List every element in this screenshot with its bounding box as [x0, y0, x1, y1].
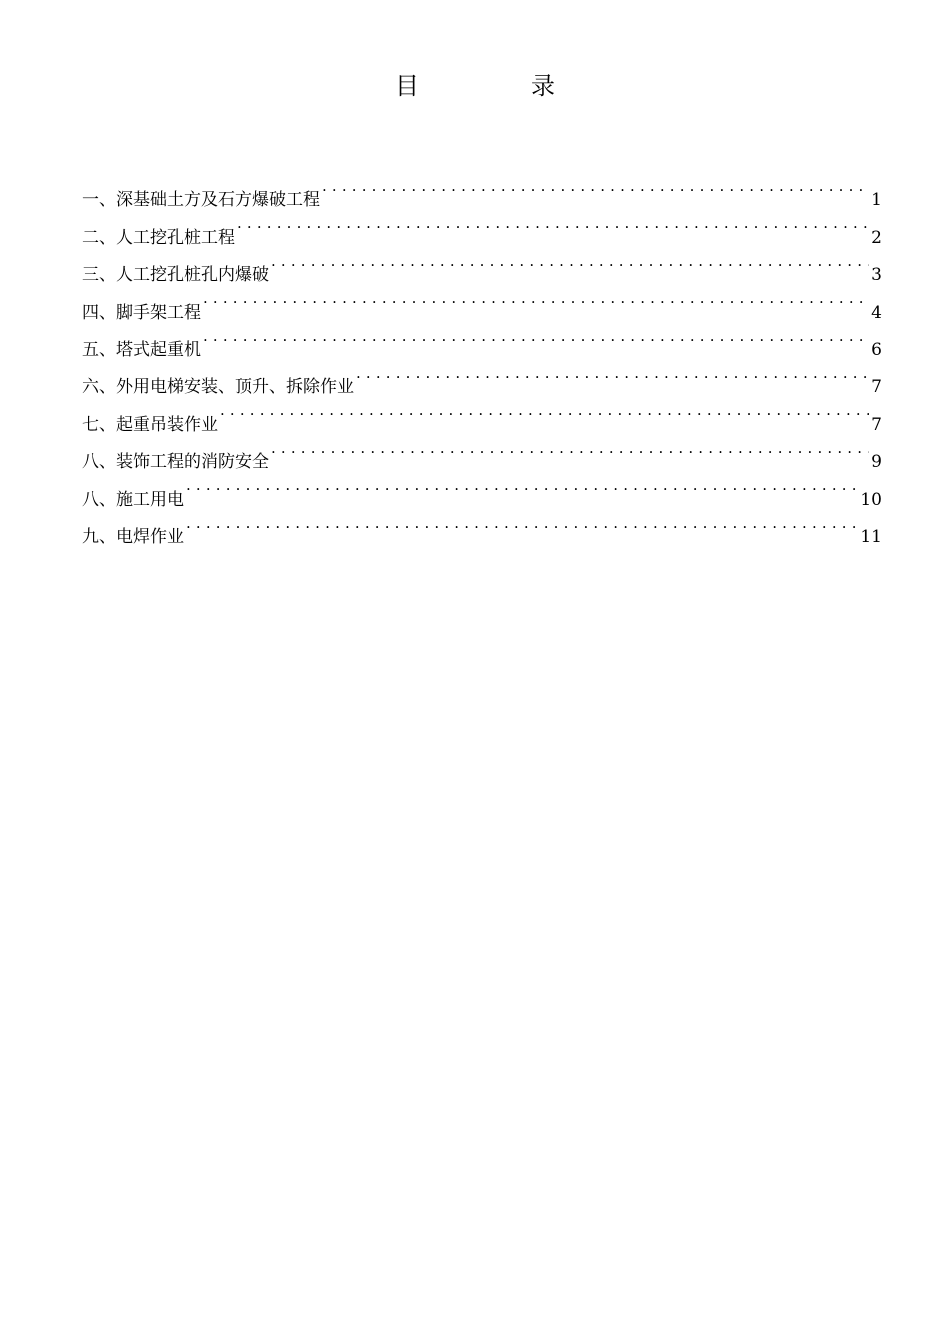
toc-entry-label: 八、装饰工程的消防安全 — [82, 452, 269, 473]
toc-entry-label: 八、施工用电 — [82, 489, 184, 510]
toc-entry[interactable] — [82, 168, 882, 211]
toc-leader-dots — [356, 355, 869, 392]
toc-leader-dots — [203, 280, 869, 317]
toc-entry-page: 7 — [871, 414, 882, 435]
toc-leader-dots — [203, 318, 869, 355]
toc-entry-page: 10 — [860, 489, 882, 510]
page-title — [0, 68, 950, 104]
toc-entry-label: 七、起重吊装作业 — [82, 414, 218, 435]
toc-entry[interactable] — [82, 505, 882, 547]
toc-entry-page: 2 — [871, 227, 882, 248]
toc-leader-dots — [322, 168, 869, 205]
table-of-contents — [82, 168, 882, 547]
toc-leader-dots — [220, 392, 869, 429]
toc-entry-label: 四、脚手架工程 — [82, 302, 201, 323]
toc-entry-page: 9 — [871, 452, 882, 473]
toc-leader-dots — [271, 430, 869, 467]
toc-entry-page: 11 — [860, 526, 882, 547]
title-char-1: 目 — [395, 72, 419, 100]
toc-entry-label: 五、塔式起重机 — [82, 339, 201, 360]
toc-entry[interactable] — [82, 318, 882, 360]
toc-entry-page: 3 — [871, 265, 882, 286]
toc-leader-dots — [237, 205, 869, 242]
toc-entry-label: 六、外用电梯安装、顶升、拆除作业 — [82, 377, 354, 398]
toc-leader-dots — [186, 467, 858, 504]
toc-entry-page: 1 — [871, 190, 882, 211]
toc-entry-page: 6 — [871, 339, 882, 360]
toc-entry-label: 一、深基础土方及石方爆破工程 — [82, 190, 320, 211]
toc-entry[interactable] — [82, 467, 882, 510]
toc-entry-label: 九、电焊作业 — [82, 526, 184, 547]
toc-entry-page: 7 — [871, 377, 882, 398]
toc-entry[interactable] — [82, 355, 882, 398]
toc-entry-page: 4 — [871, 302, 882, 323]
toc-leader-dots — [186, 505, 858, 542]
title-char-2: 录 — [531, 72, 555, 100]
toc-leader-dots — [271, 243, 869, 280]
toc-entry-label: 三、人工挖孔桩孔内爆破 — [82, 265, 269, 286]
toc-entry-label: 二、人工挖孔桩工程 — [82, 227, 235, 248]
